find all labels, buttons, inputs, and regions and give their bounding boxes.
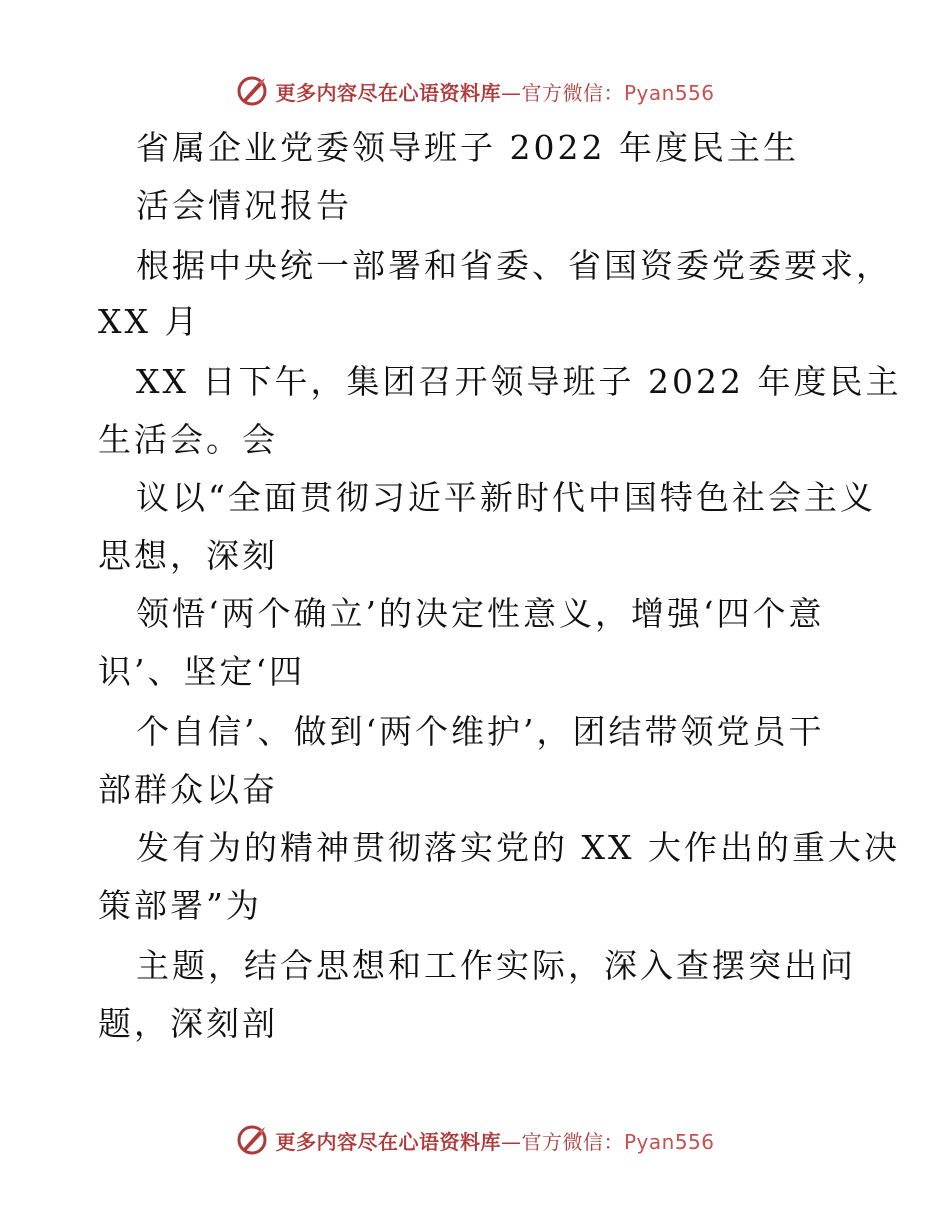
- paragraph-line: 发有为的精神贯彻落实党的 XX 大作出的重大决: [136, 828, 900, 867]
- paragraph-line: 领悟‘两个确立’的决定性意义，增强‘四个意: [136, 594, 825, 633]
- paragraph-line: 主题，结合思想和工作实际，深入查摆突出问: [136, 946, 856, 985]
- paragraph-line: 题，深刻剖: [98, 1004, 278, 1043]
- paragraph-line: 识’、坚定‘四: [98, 652, 305, 691]
- watermark-dash: —: [500, 1129, 522, 1154]
- paragraph-line: 部群众以奋: [98, 770, 278, 809]
- title-line-1: 省属企业党委领导班子 2022 年度民主生: [136, 128, 799, 167]
- paragraph-line: XX 月: [98, 302, 201, 341]
- paragraph-line: XX 日下午，集团召开领导班子 2022 年度民主: [136, 362, 902, 401]
- footer-watermark: [0, 1120, 950, 1160]
- watermark-main: 更多内容尽在心语资料库: [275, 1129, 501, 1154]
- title-line-2: 活会情况报告: [136, 186, 352, 225]
- watermark-id: Pyan556: [623, 1129, 715, 1154]
- paragraph-line: 议以“全面贯彻习近平新时代中国特色社会主义: [136, 478, 876, 517]
- watermark-label: 官方微信：: [521, 80, 624, 105]
- watermark-id: Pyan556: [623, 80, 715, 105]
- paragraph-line: 思想，深刻: [98, 536, 278, 575]
- paragraph-line: 策部署”为: [98, 886, 262, 925]
- paragraph-line: 根据中央统一部署和省委、省国资委党委要求，: [136, 246, 892, 285]
- paragraph-line: 生活会。会: [98, 420, 278, 459]
- paragraph-line: 个自信’、做到‘两个维护’，团结带领党员干: [136, 712, 825, 751]
- watermark-text: [275, 1126, 714, 1155]
- watermark-main: 更多内容尽在心语资料库: [275, 80, 501, 105]
- quill-pen-logo-icon: [235, 1123, 269, 1157]
- watermark-dash: —: [500, 80, 522, 105]
- watermark-label: 官方微信：: [521, 1129, 624, 1154]
